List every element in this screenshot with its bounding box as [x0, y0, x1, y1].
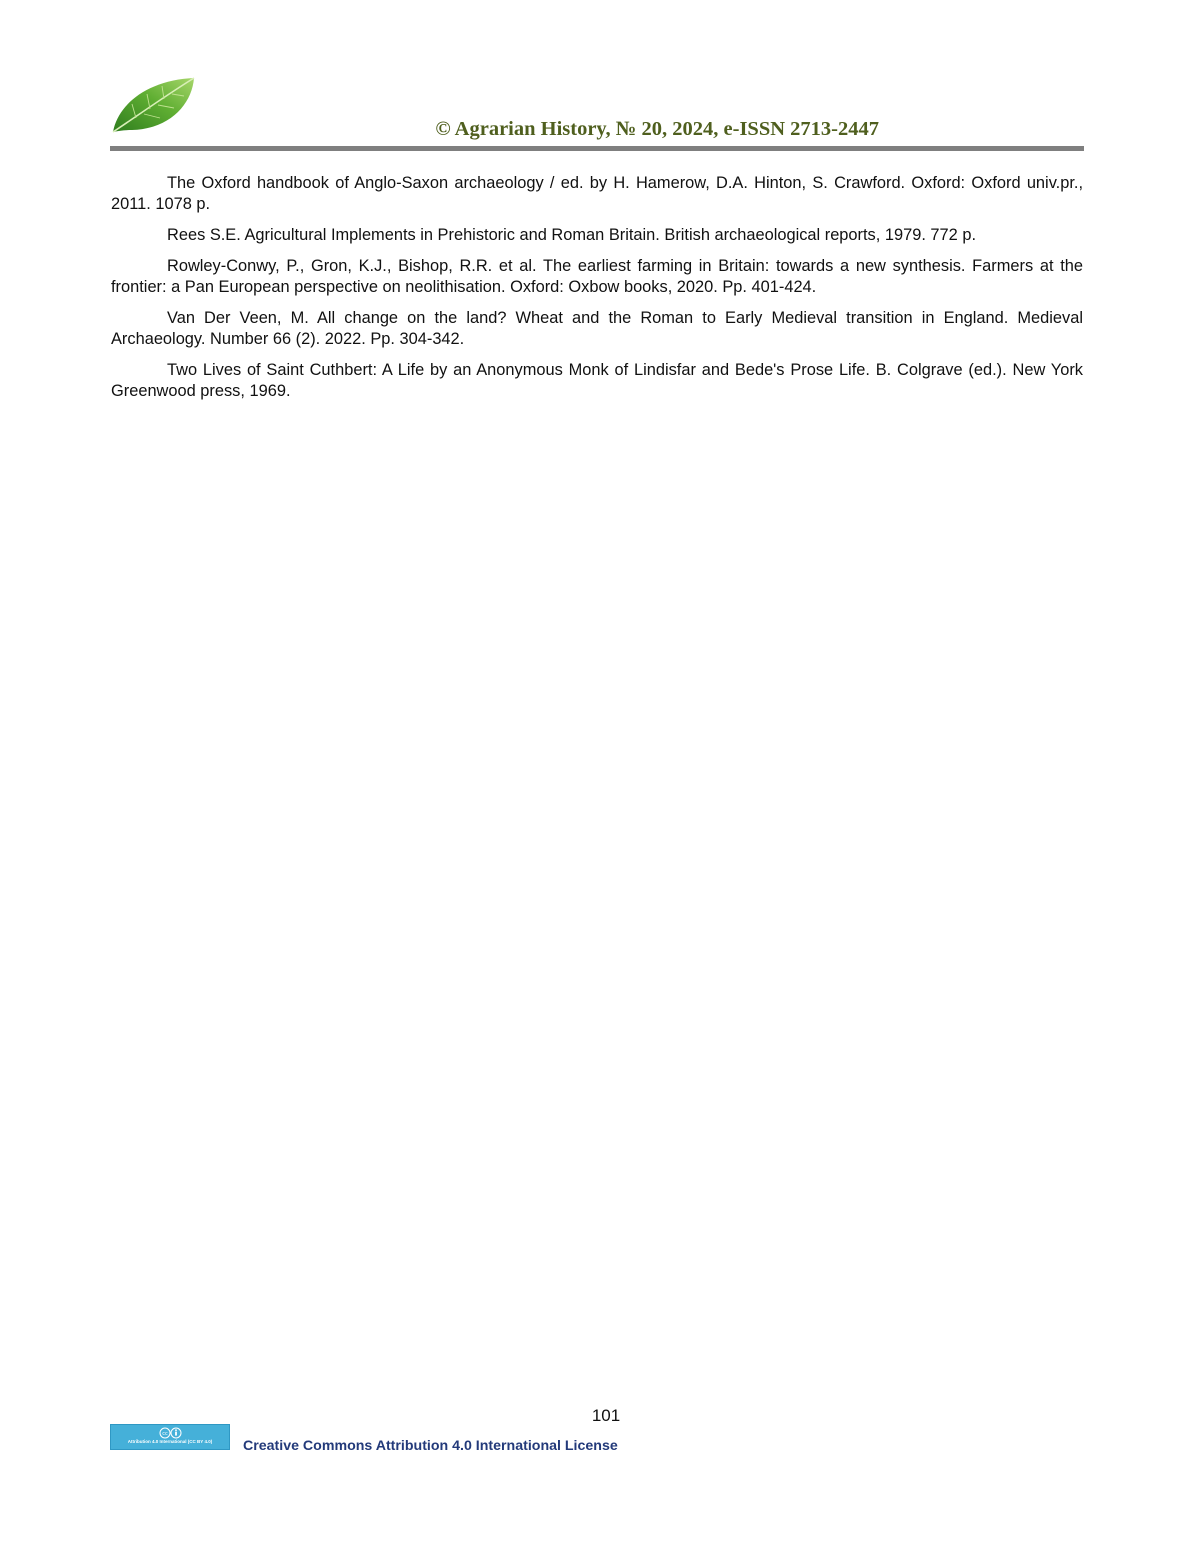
- svg-text:cc: cc: [162, 1431, 168, 1437]
- header-rule: [110, 146, 1084, 151]
- cc-badge-text: Attribution 4.0 International (CC BY 4.0): [127, 1439, 213, 1444]
- reference-entry: Rees S.E. Agricultural Implements in Prehistoric and Roman Britain. British archaeological reports, 1979. 772 p.: [167, 226, 976, 244]
- reference-entry: Two Lives of Saint Cuthbert: A Life by an Anonymous Monk of Lindisfar and Bede's Prose Life. B. Colgrave (ed.). New York Greenwood press, 1969.: [111, 361, 1083, 400]
- cc-license-badge[interactable]: [110, 1424, 230, 1450]
- page-number: 101: [591, 1406, 621, 1425]
- reference-list: [111, 173, 1083, 412]
- reference-entry: The Oxford handbook of Anglo-Saxon archaeology / ed. by H. Hamerow, D.A. Hinton, S. Crawford. Oxford: Oxford univ.pr., 2011. 1078 p.: [111, 174, 1083, 213]
- cc-by-icon: [159, 1427, 183, 1439]
- reference-entry: Van Der Veen, M. All change on the land? Wheat and the Roman to Early Medieval transition in England. Medieval Archaeology. Number 66 (2). 2022. Pp. 304-342.: [111, 309, 1083, 348]
- reference-entry: Rowley-Conwy, P., Gron, K.J., Bishop, R.R. et al. The earliest farming in Britain: towards a new synthesis. Farmers at the frontier: a Pan European perspective on neolithisation. Oxford: Oxbow books, 2020. Pp. 401-424.: [111, 257, 1083, 296]
- license-text[interactable]: Creative Commons Attribution 4.0 International License: [243, 1438, 618, 1454]
- green-leaf-icon: [110, 74, 200, 136]
- page-header: [110, 70, 1084, 154]
- journal-title: © Agrarian History, № 20, 2024, e-ISSN 2713-2447: [435, 118, 879, 140]
